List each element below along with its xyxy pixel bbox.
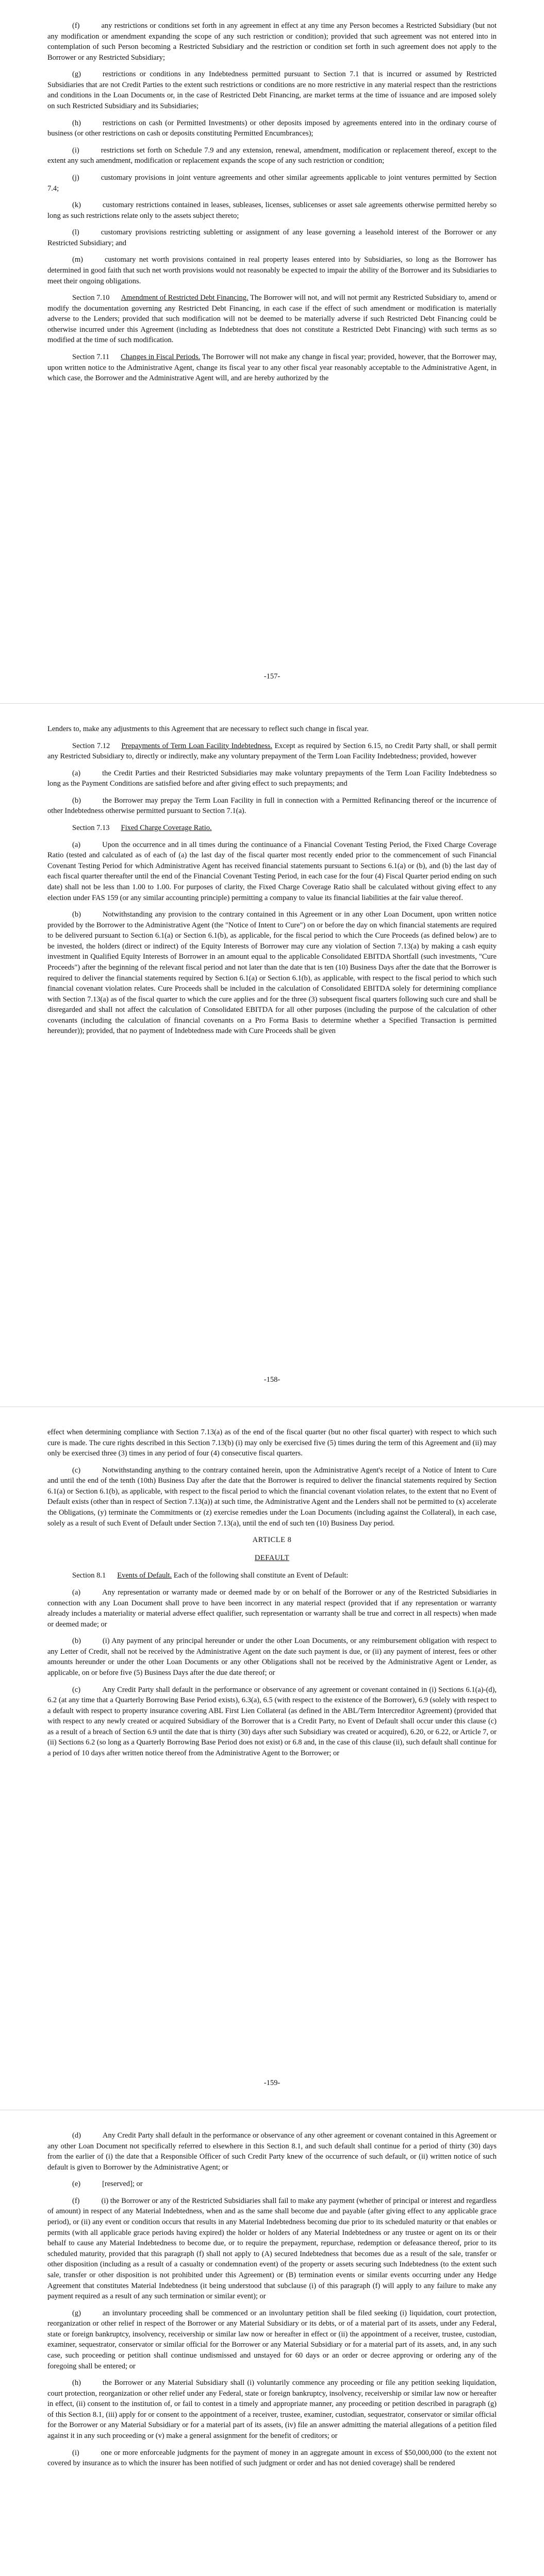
- clause-text: (i) Any payment of any principal hereunder or under the other Loan Documents, or any reimbursement obligation with respect to any Letter of Credit, shall not be received by the Administrative Agent on the date such payment is due, or (ii) any payment of interest, fees or other amounts hereunder or under the other Loan Documents or any other Obligations shall not be received by the Administrative Agent or Lender, as applicable, on or before five (5) Business Days after the due date thereof; or: [47, 1637, 497, 1677]
- clause-letter: (h): [72, 118, 81, 127]
- page-160: [0, 2110, 544, 2576]
- clause-text: the Borrower or any Material Subsidiary shall (i) voluntarily commence any proceeding or file any petition seeking liquidation, court protection, reorganization or other relief under any Federal, state or foreign bankruptcy, insolvency, receivership or similar law now or hereafter in effect, (ii) consent to the institution of, or fail to contest in a timely and appropriate manner, any proceeding or petition described in paragraph (g) of this Section 8.1, (iii) apply for or consent to the appointment of a receiver, trustee, examiner, custodian, sequestrator, conservator or similar official for the Borrower or any Material Subsidiary or for a material part of its assets, (iv) file an answer admitting the material allegations of a petition filed against it in any such proceeding or (v) make a general assignment for the benefit of creditors; or: [47, 2379, 497, 2441]
- clause-paragraph: [47, 795, 497, 817]
- clause-text: Notwithstanding any provision to the contrary contained in this Agreement or in any other Loan Document, upon written notice provided by the Borrower to the Administrative Agent (the "Notice of Intent to Cure") on or before the day on which financial statements are required to be delivered pursuant to Section 6.1(a) or Section 6.1(b), as applicable, for the fiscal period to which the Cure Proceeds (as defined below) are to be invested, the holders (direct or indirect) of the Equity Interests of Borrower may cure any violation of Section 7.13(a) by making a cash equity investment in Qualified Equity Interests of Borrower in an amount equal to the applicable Consolidated EBITDA Shortfall (such investments, "Cure Proceeds") after the beginning of the relevant fiscal period and not later than the date that is ten (10) Business Days after the date that the Borrower is required to deliver the financial statements required by Section 6.1(a) or Section 6.1(b), as applicable, with respect to the fiscal period to which such financial covenant violation relates. Cure Proceeds shall be included in the calculation of Consolidated EBITDA solely for determining compliance with Section 7.13(a) as of the fiscal quarter to which the cure applies and for the three (3) subsequent fiscal quarters following such cure and shall be disregarded and shall not affect the calculation of Consolidated EBITDA for all other purposes (including the purpose of the calculation of other covenants (including the calculation of financial covenants on a Pro Forma Basis to determine whether a Specified Transaction is permitted hereunder)); provided, that no payment of Indebtedness made with Cure Proceeds shall be given: [47, 910, 497, 1036]
- clause-text: customary provisions in joint venture agreements and other similar agreements applicable to joint ventures permitted by Section 7.4;: [47, 173, 497, 193]
- clause-paragraph: [47, 227, 497, 248]
- clause-paragraph: [47, 1465, 497, 1529]
- clause-paragraph: [47, 2130, 497, 2173]
- clause-text: restrictions on cash (or Permitted Investments) or other deposits imposed by agreements entered into in the ordinary course of business (or other restrictions on cash or deposits constituting Permitted Encumbrances);: [47, 118, 497, 138]
- clause-letter: (a): [72, 1588, 81, 1597]
- clause-letter: (b): [72, 1637, 81, 1646]
- clause-paragraph: [47, 1685, 497, 1759]
- section-text: The Borrower will not make any change in fiscal year; provided, however, that the Borrower may, upon written notice to the Administrative Agent, change its fiscal year to any other fiscal year reasonably acceptable to the Administrative Agent, in which case, the Borrower and the Administrative Agent will, and are hereby authorized by the: [47, 353, 497, 383]
- page-number: -158-: [263, 1376, 281, 1384]
- clause-paragraph: [47, 2196, 497, 2302]
- clause-letter: (i): [72, 146, 79, 155]
- clause-text: the Borrower may prepay the Term Loan Facility in full in connection with a Permitted Refinancing thereof or the incurrence of other Indebtedness otherwise permitted pursuant to Section 7.1(a).: [47, 796, 497, 816]
- clause-text: restrictions or conditions in any Indebtedness permitted pursuant to Section 7.1 that is incurred or assumed by Restricted Subsidiaries that are not Credit Parties to the extent such restrictions or conditions are no more restrictive in any material respect than the restrictions and conditions in the Loan Documents or, in the case of Restricted Debt Financing, are market terms at the time of issuance and are imposed solely on such Restricted Subsidiary and its Subsidiaries;: [47, 70, 497, 111]
- clause-letter: (b): [72, 796, 81, 805]
- clause-text: Any representation or warranty made or deemed made by or on behalf of the Borrower or any of the Restricted Subsidiaries in connection with any Loan Document shall prove to have been incorrect in any material respect (provided that if any representation or warranty already includes a materiality or material adverse effect qualifier, such representation or warranty shall be true and correct in all respects) when made or deemed made; or: [47, 1588, 497, 1629]
- section-number: Section 7.10: [72, 294, 110, 302]
- clause-letter: (a): [72, 769, 81, 777]
- clause-text: customary restrictions contained in leases, subleases, licenses, sublicenses or asset sale agreements otherwise permitted hereby so long as such restrictions relate only to the assets subject thereto;: [47, 201, 497, 220]
- clause-paragraph: [47, 173, 497, 194]
- article-title: DEFAULT: [254, 1553, 290, 1562]
- section-paragraph: [47, 293, 497, 346]
- section-text: Each of the following shall constitute an Event of Default:: [173, 1571, 349, 1580]
- continued-paragraph: [47, 724, 497, 735]
- section-paragraph: [47, 352, 497, 384]
- clause-letter: (e): [72, 2180, 81, 2189]
- page-number: -157-: [263, 672, 281, 681]
- section-heading: Changes in Fiscal Periods.: [121, 353, 201, 362]
- section-heading: Fixed Charge Coverage Ratio.: [121, 824, 212, 833]
- clause-letter: (c): [72, 1466, 81, 1475]
- clause-text: (i) the Borrower or any of the Restricted Subsidiaries shall fail to make any payment (whether of principal or interest and regardless of amount) in respect of any Material Indebtedness, when and as the same shall become due and payable (after giving effect to any applicable grace period), or (ii) any event or condition occurs that results in any Material Indebtedness becoming due prior to its scheduled maturity or that enables or permits (with all applicable grace periods having expired) the holder or holders of any Material Indebtedness or any trustee or agent on its or their behalf to cause any Material Indebtedness to become due, or to require the prepayment, repurchase, redemption or defeasance thereof, prior to its scheduled maturity, provided that this paragraph (f) shall not apply to (A) secured Indebtedness that becomes due as a result of the sale, transfer or other disposition (including as a result of a casualty or condemnation event) of the property or assets securing such Indebtedness (to the extent such sale, transfer or other disposition is not prohibited under this Agreement) or (B) termination events or similar events occurring under any Hedge Agreement that constitutes Material Indebtedness (it being understood that subclause (i) of this paragraph (f) will apply to any failure to make any payment required as a result of any such termination or similar event); or: [47, 2196, 497, 2301]
- article-number: ARTICLE 8: [252, 1536, 292, 1545]
- clause-text: Any Credit Party shall default in the performance or observance of any agreement or covenant contained in (i) Sections 6.1(a)-(d), 6.2 (at any time that a Quarterly Borrowing Base Period exists), 6.3(a), 6.5 (with respect to the existence of the Borrower), 6.9 (solely with respect to a default with respect to property insurance covering ABL First Lien Collateral (as defined in the ABL/Term Intercreditor Agreement) (provided that with respect to any newly created or acquired Subsidiary of the Borrower that is a Credit Party, no Event of Default shall occur under this clause (c) as a result of a breach of Section 6.9 until the date that is thirty (30) days after such Subsidiary was created or acquired), 6.20, or 6.22, or Article 7, or (ii) Sections 6.2 (so long as a Quarterly Borrowing Base Period does not exist) or 6.8 and, in the case of this clause (ii), such default shall continue for a period of 10 days after written notice thereof from the Administrative Agent to the Borrower; or: [47, 1685, 497, 1758]
- clause-letter: (i): [72, 2448, 79, 2457]
- section-text: The Borrower will not, and will not permit any Restricted Subsidiary to, amend or modify the documentation governing any Restricted Debt Financing, in each case if the effect of such amendment or modification is materially adverse to the Lenders; provided that such modification will not be deemed to be materially adverse if such Restricted Debt Financing could be otherwise incurred under this Agreement (including as Indebtedness that does not constitute a Restricted Debt Financing) with such terms as so modified at the time of such modification.: [47, 294, 497, 345]
- clause-text: any restrictions or conditions set forth in any agreement in effect at any time any Person becomes a Restricted Subsidiary (but not any modification or amendment expanding the scope of any such restriction or condition); provided that such agreement was not entered into in contemplation of such Person becoming a Restricted Subsidiary and the restriction or condition set forth in such agreement does not apply to the Borrower or any Restricted Subsidiary;: [47, 22, 497, 62]
- clause-text: restrictions set forth on Schedule 7.9 and any extension, renewal, amendment, modification or replacement thereof, except to the extent any such amendment, modification or replacement expands the scope of any such restriction or condition;: [47, 146, 497, 165]
- clause-text: the Credit Parties and their Restricted Subsidiaries may make voluntary prepayments of the Term Loan Facility Indebtedness so long as the Payment Conditions are satisfied before and after giving effect to such prepayments; and: [47, 769, 497, 788]
- clause-paragraph: [47, 768, 497, 789]
- clause-letter: (f): [72, 2196, 80, 2205]
- clause-letter: (h): [72, 2379, 81, 2387]
- section-number: Section 8.1: [72, 1571, 106, 1580]
- page-body: [47, 2130, 497, 2469]
- clause-paragraph: [47, 1636, 497, 1678]
- clause-paragraph: [47, 255, 497, 286]
- clause-letter: (b): [72, 910, 81, 919]
- clause-letter: (d): [72, 2131, 81, 2140]
- clause-letter: (g): [72, 2309, 81, 2317]
- section-paragraph: [47, 1570, 497, 1581]
- section-number: Section 7.13: [72, 824, 110, 833]
- page-158: [0, 703, 544, 1406]
- clause-paragraph: [47, 1587, 497, 1630]
- clause-letter: (l): [72, 228, 79, 237]
- clause-paragraph: [47, 2179, 497, 2190]
- clause-text: [reserved]; or: [102, 2180, 143, 2189]
- clause-text: Notwithstanding anything to the contrary contained herein, upon the Administrative Agent's receipt of a Notice of Intent to Cure and until the end of the tenth (10th) Business Day after the date that the Borrower is required to deliver the financial statements required by Section 6.1(a) or Section 6.1(b), as applicable, with respect to the fiscal period to which the financial covenant violation relates, to the extent that no Event of Default exists (other than in respect of Section 7.13(a)) at such time, the Administrative Agent and the Lenders shall not be permitted to (x) accelerate the Obligations, (y) terminate the Commitments or (z) exercise remedies under the Loan Documents (including against the Collateral), in each case, solely as a result of such Event of Default under Section 7.13(a), until the end of such ten (10) Business Day period.: [47, 1466, 497, 1528]
- clause-paragraph: [47, 2308, 497, 2371]
- section-paragraph: [47, 741, 497, 762]
- page-body: [47, 1427, 497, 1759]
- clause-text: an involuntary proceeding shall be commenced or an involuntary petition shall be filed seeking (i) liquidation, court protection, reorganization or other relief in respect of the Borrower or any Material Subsidiary or its debts, or of a material part of its assets, under any Federal, state or foreign bankruptcy, insolvency, receivership or similar law now or hereafter in effect or (ii) the appointment of a receiver, trustee, custodian, examiner, sequestrator, conservator or similar official for the Borrower or any Material Subsidiary or for a material part of its assets, and, in any such case, such proceeding or petition shall continue undismissed and unstayed for 60 days or an order or decree approving or ordering any of the foregoing shall be entered; or: [47, 2309, 497, 2370]
- clause-paragraph: [47, 840, 497, 903]
- section-paragraph: [47, 823, 497, 834]
- page-157: [0, 0, 544, 703]
- clause-text: customary provisions restricting subletting or assignment of any lease governing a leasehold interest of the Borrower or any Restricted Subsidiary; and: [47, 228, 497, 247]
- clause-letter: (f): [72, 22, 80, 30]
- clause-paragraph: [47, 2448, 497, 2469]
- clause-paragraph: [47, 909, 497, 1037]
- section-number: Section 7.11: [72, 353, 110, 362]
- clause-paragraph: [47, 21, 497, 63]
- clause-letter: (c): [72, 1685, 81, 1694]
- clause-letter: (k): [72, 201, 81, 210]
- clause-paragraph: [47, 145, 497, 166]
- page-body: [47, 724, 497, 1037]
- paragraph-text: effect when determining compliance with Section 7.13(a) as of the end of the fiscal quarter (but no other fiscal quarter) with respect to which such cure is made. The cure rights described in this Section 7.13(b) (i) may only be exercised five (5) times during the term of this Agreement and (ii) may only be exercised three (3) times in any period of four (4) consecutive fiscal quarters.: [47, 1428, 497, 1458]
- clause-letter: (m): [72, 256, 83, 264]
- clause-text: Any Credit Party shall default in the performance or observance of any other agreement or covenant contained in this Agreement or any other Loan Document not specifically referred to elsewhere in this Section 8.1, and such default shall continue for a period of thirty (30) days from the earlier of (i) the date that a Responsible Officer of such Credit Party knew of the occurrence of such default, or (ii) written notice of such default is given to Borrower by the Administrative Agent; or: [47, 2131, 497, 2172]
- clause-letter: (g): [72, 70, 81, 79]
- clause-paragraph: [47, 69, 497, 111]
- section-number: Section 7.12: [72, 741, 110, 750]
- page-body: [47, 21, 497, 384]
- clause-letter: (a): [72, 840, 81, 849]
- page-159: [0, 1406, 544, 2110]
- page-number: -159-: [263, 2079, 281, 2087]
- clause-text: one or more enforceable judgments for the payment of money in an aggregate amount in excess of $50,000,000 (to the extent not covered by insurance as to which the insurer has been notified of such judgment or order and has not denied coverage) shall be rendered: [47, 2448, 497, 2468]
- section-heading: Events of Default.: [117, 1571, 172, 1580]
- continued-paragraph: [47, 1427, 497, 1459]
- clause-paragraph: [47, 2378, 497, 2441]
- clause-text: customary net worth provisions contained in real property leases entered into by Subsidiaries, so long as the Borrower has determined in good faith that such net worth provisions would not reasonably be expected to impair the ability of the Borrower and its Subsidiaries to meet their ongoing obligations.: [47, 256, 497, 285]
- section-heading: Amendment of Restricted Debt Financing.: [121, 294, 249, 302]
- clause-text: Upon the occurrence and in all times during the continuance of a Financial Covenant Testing Period, the Fixed Charge Coverage Ratio (tested and calculated as of each of (a) the last day of the fiscal quarter most recently ended prior to the commencement of such Financial Covenant Testing Period for which Administrative Agent has received financial statements pursuant to Sections 6.1(a) or (b), and (b) the last day of each fiscal quarter thereafter until the end of the Financial Covenant Testing Period, in each case for the four (4) Fiscal Quarter period ending on such date) shall not be less than 1.00 to 1.00. For purposes of clarity, the Fixed Charge Coverage Ratio shall be calculated without giving effect to any election under FAS 159 (or any similar accounting principle) permitting a company to value its financial liabilities at the fair value thereof.: [47, 840, 497, 902]
- clause-paragraph: [47, 118, 497, 139]
- section-text: Except as required by Section 6.15, no Credit Party shall, or shall permit any Restricted Subsidiary to, directly or indirectly, make any voluntary prepayment of the Term Loan Facility Indebtedness; provided, however: [47, 741, 497, 761]
- clause-letter: (j): [72, 173, 79, 182]
- clause-paragraph: [47, 200, 497, 221]
- section-heading: Prepayments of Term Loan Facility Indebtedness.: [121, 741, 273, 750]
- paragraph-text: Lenders to, make any adjustments to this Agreement that are necessary to reflect such change in fiscal year.: [47, 725, 369, 733]
